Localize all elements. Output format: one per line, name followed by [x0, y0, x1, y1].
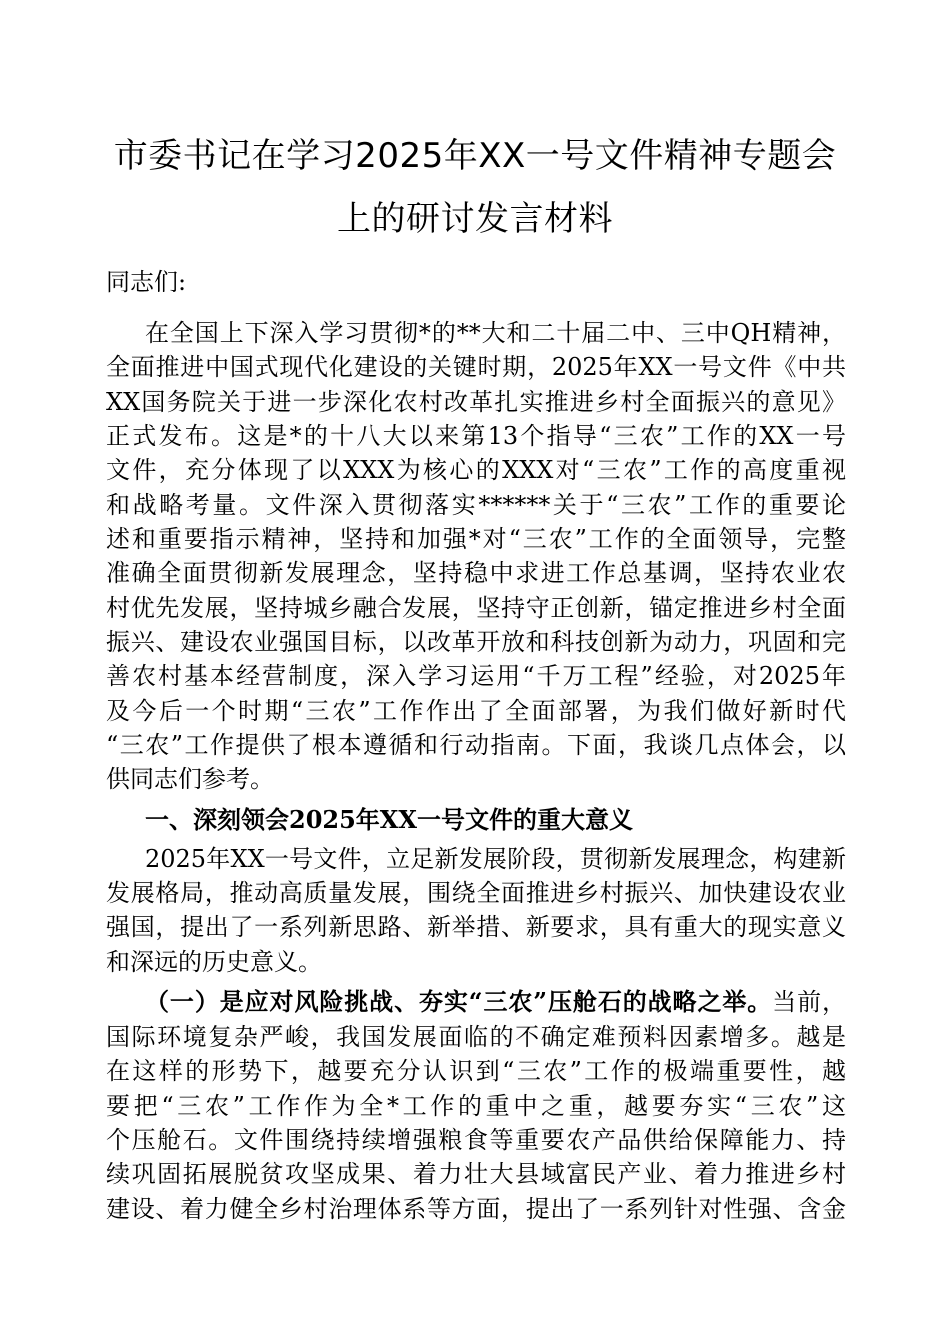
intro-line: 和战略考量。文件深入贯彻落实******关于“三农”工作的重要论: [106, 491, 846, 519]
section1-line: 2025年XX一号文件，立足新发展阶段，贯彻新发展理念，构建新: [145, 845, 846, 873]
document-title-line-2: 上的研讨发言材料: [337, 199, 613, 239]
intro-line: 在全国上下深入学习贯彻*的**大和二十届二中、三中QH精神，: [145, 319, 846, 347]
intro-line: 村优先发展，坚持城乡融合发展，坚持守正创新，锚定推进乡村全面: [106, 594, 846, 622]
subsection-1-heading: （一）是应对风险挑战、夯实“三农”压舱石的战略之举。: [145, 987, 773, 1016]
section1-line: 发展格局，推动高质量发展，围绕全面推进乡村振兴、加快建设农业: [106, 879, 846, 907]
subsection1-line: 建设、着力健全乡村治理体系等方面，提出了一系列针对性强、含金: [106, 1195, 846, 1223]
subsection-1-first-line: [145, 985, 846, 1019]
intro-line: 全面推进中国式现代化建设的关键时期，2025年XX一号文件《中共: [106, 353, 846, 381]
subsection1-line: 在这样的形势下，越要充分认识到“三农”工作的极端重要性，越: [106, 1057, 846, 1085]
greeting: 同志们:: [106, 268, 187, 296]
subsection1-line: 个压舱石。文件围绕持续增强粮食等重要农产品供给保障能力、持: [106, 1126, 846, 1154]
section-heading-1: 一、深刻领会2025年XX一号文件的重大意义: [145, 805, 634, 834]
intro-line: 善农村基本经营制度，深入学习运用“千万工程”经验，对2025年: [106, 662, 846, 690]
intro-line: 及今后一个时期“三农”工作作出了全面部署，为我们做好新时代: [106, 697, 846, 725]
intro-line: “三农”工作提供了根本遵循和行动指南。下面，我谈几点体会，以: [106, 731, 846, 759]
document-title-line-1: 市委书记在学习2025年XX一号文件精神专题会: [113, 136, 837, 176]
subsection1-line: 国际环境复杂严峻，我国发展面临的不确定难预料因素增多。越是: [106, 1023, 846, 1051]
intro-line: 振兴、建设农业强国目标，以改革开放和科技创新为动力，巩固和完: [106, 628, 846, 656]
intro-line: XX国务院关于进一步深化农村改革扎实推进乡村全面振兴的意见》: [106, 388, 846, 416]
subsection1-line: 要把“三农”工作作为全*工作的重中之重，越要夯实“三农”这: [106, 1092, 846, 1120]
intro-line: 正式发布。这是*的十八大以来第13个指导“三农”工作的XX一号: [106, 422, 846, 450]
intro-line: 述和重要指示精神，坚持和加强*对“三农”工作的全面领导，完整: [106, 525, 846, 553]
subsection1-line: 续巩固拓展脱贫攻坚成果、着力壮大县域富民产业、着力推进乡村: [106, 1160, 846, 1188]
intro-line: 供同志们参考。: [106, 765, 274, 793]
section1-line: 和深远的历史意义。: [106, 948, 322, 976]
section1-line: 强国，提出了一系列新思路、新举措、新要求，具有重大的现实意义: [106, 913, 846, 941]
subsection-1-text-start: 当前，: [772, 988, 847, 1016]
intro-line: 文件，充分体现了以XXX为核心的XXX对“三农”工作的高度重视: [106, 456, 846, 484]
intro-line: 准确全面贯彻新发展理念，坚持稳中求进工作总基调，坚持农业农: [106, 559, 846, 587]
